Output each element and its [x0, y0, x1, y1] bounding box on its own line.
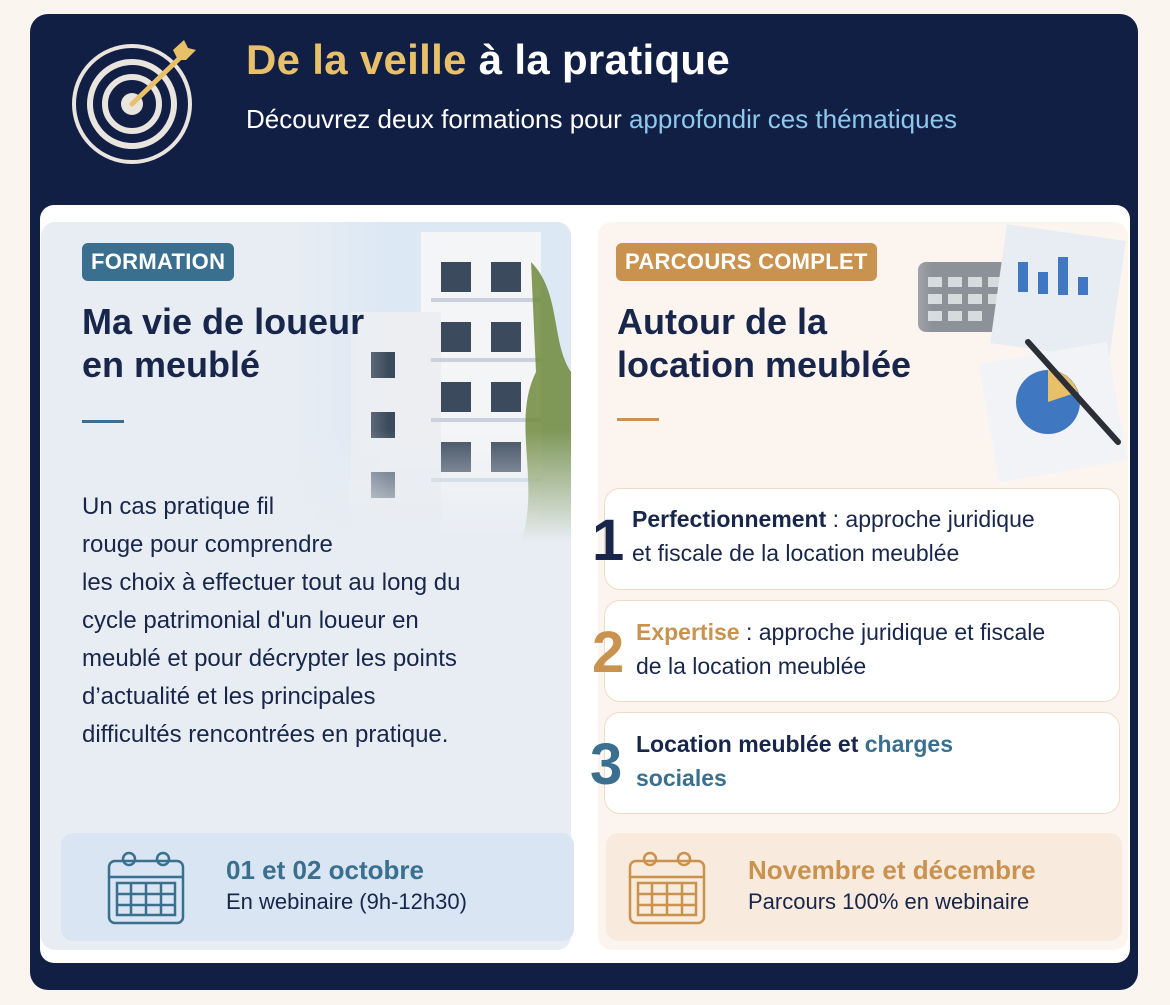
formation-date-box [61, 833, 574, 941]
formation-date-main: 01 et 02 octobre [226, 855, 424, 885]
step-text-2 [636, 615, 1118, 683]
description-line: rouge pour comprendre [82, 531, 333, 558]
description-line: meublé et pour décrypter les points [82, 645, 457, 672]
description-line: difficultés rencontrées en pratique. [82, 721, 449, 748]
hero-title-rest: à la pratique [466, 36, 731, 83]
description-line: les choix à effectuer tout au long du [82, 569, 461, 596]
step-number-3: 3 [590, 732, 623, 797]
parcours-title-line2: location meublée [617, 344, 912, 385]
step-title-2: Expertise [636, 619, 740, 645]
formation-date-sub: En webinaire (9h-12h30) [226, 889, 467, 914]
parcours-badge: PARCOURS COMPLET [616, 243, 877, 281]
hero-title-highlight: De la veille [246, 36, 467, 83]
hero-subtitle [246, 100, 966, 139]
step-title-1: Perfectionnement [632, 506, 827, 532]
step-highlight-3: charges [864, 731, 953, 757]
hero-title [246, 36, 730, 84]
formation-title [82, 300, 412, 386]
step-detail-1: : approche juridique [826, 506, 1035, 532]
parcours-divider [617, 418, 659, 421]
step-number-1: 1 [592, 508, 625, 573]
parcours-title [617, 300, 977, 386]
formation-title-line2: en meublé [82, 344, 261, 385]
description-line: cycle patrimonial d'un loueur en [82, 607, 419, 634]
parcours-date-main: Novembre et décembre [748, 855, 1036, 885]
hero-subtitle-highlight: approfondir ces thématiques [628, 104, 958, 134]
calendar-icon [626, 849, 708, 927]
calendar-icon [105, 849, 187, 927]
step-detail-2: : approche juridique et fiscale [739, 619, 1046, 645]
target-arrow-icon [70, 38, 200, 168]
parcours-date-box [606, 833, 1122, 941]
formation-title-line1: Ma vie de loueur [82, 301, 365, 342]
description-line: d’actualité et les principales [82, 683, 376, 710]
step-text-1 [632, 502, 1118, 570]
description-line: Un cas pratique fil [82, 493, 275, 520]
step-line2-1: et fiscale de la location meublée [632, 540, 960, 566]
step-number-2: 2 [592, 620, 625, 685]
step-line2-3: sociales [636, 765, 727, 791]
step-line2-2: de la location meublée [636, 653, 867, 679]
hero-subtitle-start: Découvrez deux formations pour [246, 104, 629, 134]
parcours-date-sub: Parcours 100% en webinaire [748, 889, 1030, 914]
formation-description [82, 488, 552, 754]
formation-badge: FORMATION [82, 243, 234, 281]
step-text-3 [636, 727, 1118, 795]
step-title-3: Location meublée et [636, 731, 865, 757]
formation-divider [82, 420, 124, 423]
parcours-title-line1: Autour de la [617, 301, 828, 342]
